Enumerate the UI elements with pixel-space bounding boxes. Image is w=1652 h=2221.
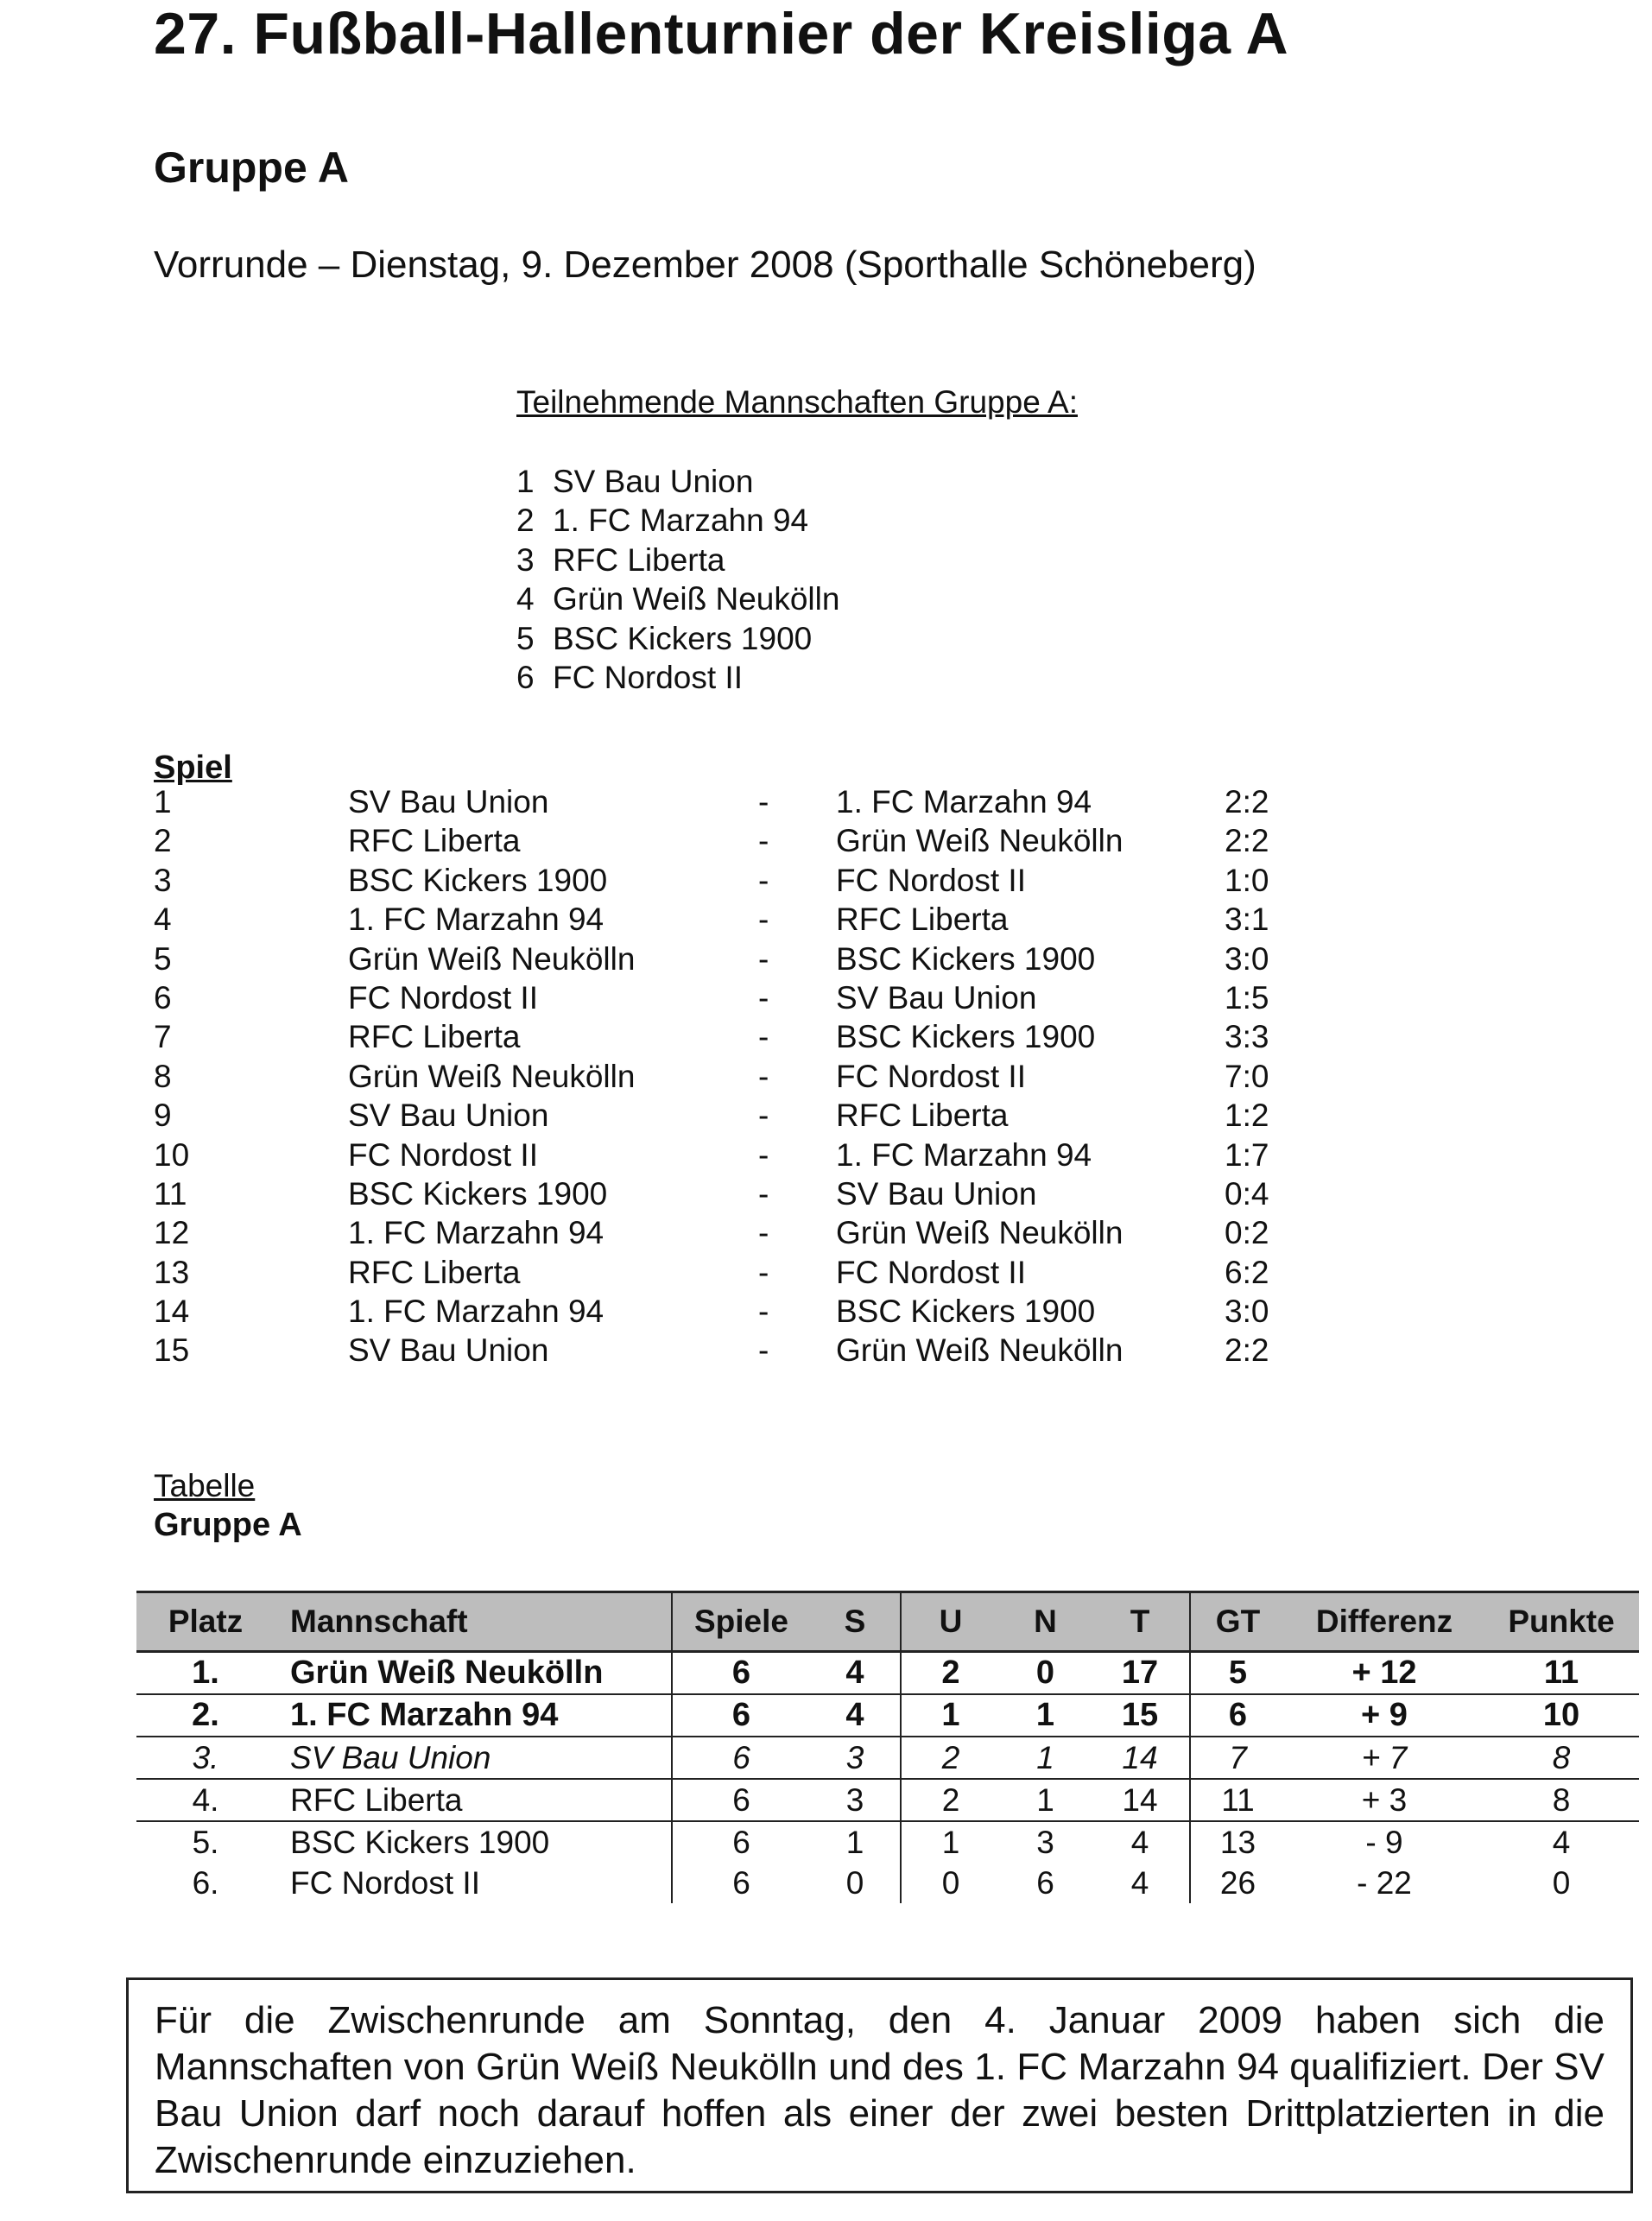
team-name: RFC Liberta: [553, 541, 725, 578]
match-away-team: SV Bau Union: [836, 1175, 1037, 1212]
group-heading: Gruppe A: [154, 143, 349, 192]
standings-cell: 4: [810, 1652, 901, 1695]
match-away-team: 1. FC Marzahn 94: [836, 1136, 1092, 1173]
standings-cell: - 22: [1357, 1864, 1412, 1901]
match-away-team: FC Nordost II: [836, 1254, 1026, 1290]
standings-cell: 14: [1091, 1779, 1190, 1821]
match-number: 9: [154, 1098, 172, 1134]
standings-header-cell: S: [810, 1592, 901, 1652]
match-score: 3:1: [1225, 902, 1269, 938]
standings-cell: 11: [1190, 1779, 1285, 1821]
team-name: Grün Weiß Neukölln: [553, 581, 840, 617]
match-score: 0:2: [1225, 1215, 1269, 1251]
standings-header-cell: GT: [1190, 1592, 1285, 1652]
team-number: 3: [516, 541, 535, 578]
standings-cell: 5.: [192, 1824, 219, 1860]
standings-cell: 4: [1130, 1864, 1149, 1901]
match-away-team: RFC Liberta: [836, 1098, 1009, 1134]
match-away-team: FC Nordost II: [836, 1058, 1026, 1094]
match-score: 1:5: [1225, 979, 1269, 1016]
match-row: [154, 1294, 1276, 1332]
match-score: 1:2: [1225, 1098, 1269, 1134]
match-number: 6: [154, 979, 172, 1016]
standings-cell: 1: [1000, 1779, 1091, 1821]
match-away-team: BSC Kickers 1900: [836, 940, 1096, 977]
team-number: 1: [516, 464, 535, 499]
standings-header-cell: Platz: [136, 1592, 275, 1652]
team-name: 1. FC Marzahn 94: [553, 503, 809, 539]
standings-row: [136, 1652, 1639, 1695]
match-home-team: BSC Kickers 1900: [348, 862, 608, 898]
match-home-team: FC Nordost II: [348, 1136, 538, 1173]
standings-cell: 6.: [192, 1864, 219, 1901]
standings-cell: 7: [1190, 1737, 1285, 1779]
matches-heading: Spiel: [154, 750, 232, 786]
standings-header-cell: Spiele: [672, 1592, 810, 1652]
standings-cell: 3.: [136, 1737, 275, 1779]
standings-header-cell: U: [901, 1592, 1000, 1652]
standings-cell: 6: [672, 1737, 810, 1779]
standings-cell: 4: [1130, 1824, 1149, 1860]
match-row: [154, 863, 1276, 902]
match-separator: -: [758, 1254, 769, 1290]
standings-cell: 2: [901, 1652, 1000, 1695]
team-list-item: [516, 501, 839, 540]
standings-cell: 6: [1190, 1694, 1285, 1737]
match-number: 8: [154, 1058, 172, 1094]
standings-cell: RFC Liberta: [275, 1779, 672, 1821]
standings-cell: 1: [845, 1824, 864, 1860]
standings-cell: 13: [1190, 1821, 1285, 1863]
match-home-team: SV Bau Union: [348, 1098, 549, 1134]
match-score: 2:2: [1225, 784, 1269, 819]
standings-cell: + 12: [1285, 1652, 1484, 1695]
match-number: 11: [154, 1175, 187, 1212]
match-row: [154, 1137, 1276, 1176]
standings-cell: 6: [672, 1863, 810, 1903]
match-separator: -: [758, 862, 769, 898]
match-separator: -: [758, 784, 769, 819]
standings-cell: 15: [1091, 1694, 1190, 1737]
match-number: 1: [154, 784, 172, 819]
match-score: 3:0: [1225, 940, 1269, 977]
standings-cell: 5: [1190, 1652, 1285, 1695]
match-score: 1:0: [1225, 862, 1269, 898]
standings-header-cell: Mannschaft: [275, 1592, 672, 1652]
standings-cell: 6: [672, 1652, 810, 1695]
team-number: 2: [516, 503, 535, 539]
match-score: 2:2: [1225, 823, 1269, 859]
standings-header-cell: T: [1091, 1592, 1190, 1652]
match-number: 15: [154, 1332, 190, 1369]
standings-cell: 6: [672, 1694, 810, 1737]
table-group-heading: Gruppe A: [154, 1507, 302, 1543]
standings-cell: 6: [672, 1779, 810, 1821]
match-away-team: RFC Liberta: [836, 902, 1009, 938]
match-away-team: BSC Kickers 1900: [836, 1019, 1096, 1055]
team-list: [516, 462, 839, 697]
match-home-team: Grün Weiß Neukölln: [348, 940, 636, 977]
standings-row: [136, 1694, 1639, 1737]
standings-cell: 2.: [136, 1694, 275, 1737]
standings-cell: 1: [1000, 1694, 1091, 1737]
match-number: 3: [154, 862, 172, 898]
standings-cell: 1: [901, 1821, 1000, 1863]
standings-cell: 4.: [136, 1779, 275, 1821]
match-home-team: RFC Liberta: [348, 1019, 521, 1055]
standings-row: [136, 1737, 1639, 1779]
match-row: [154, 980, 1276, 1019]
standings-cell: 11: [1484, 1652, 1639, 1695]
standings-row: [136, 1821, 1639, 1863]
match-home-team: 1. FC Marzahn 94: [348, 902, 604, 938]
round-subtitle: Vorrunde – Dienstag, 9. Dezember 2008 (Sporthalle Schöneberg): [154, 244, 1256, 286]
match-number: 10: [154, 1136, 190, 1173]
standings-cell: 4: [1552, 1824, 1571, 1860]
standings-cell: 1: [901, 1694, 1000, 1737]
match-score: 0:4: [1225, 1175, 1269, 1212]
qualification-note: Für die Zwischenrunde am Sonntag, den 4. Januar 2009 haben sich die Mannschaften von Grün Weiß Neukölln und des 1. FC Marzahn 94 qualifiziert. Der SV Bau Union darf noch darauf hoffen als einer der zwei besten Drittplatzierten in die Zwischenrunde einzuziehen.: [126, 1977, 1633, 2193]
match-number: 12: [154, 1215, 190, 1251]
match-home-team: SV Bau Union: [348, 1332, 549, 1369]
match-home-team: FC Nordost II: [348, 979, 538, 1016]
team-list-item: [516, 658, 839, 697]
standings-header-cell: N: [1000, 1592, 1091, 1652]
match-row: [154, 1059, 1276, 1098]
standings-cell: Grün Weiß Neukölln: [275, 1652, 672, 1695]
standings-cell: 2: [901, 1779, 1000, 1821]
match-separator: -: [758, 823, 769, 859]
match-away-team: BSC Kickers 1900: [836, 1294, 1096, 1330]
standings-header-cell: Differenz: [1285, 1592, 1484, 1652]
team-number: 4: [516, 581, 535, 617]
match-separator: -: [758, 1175, 769, 1212]
standings-header-cell: Punkte: [1484, 1592, 1639, 1652]
match-separator: -: [758, 1098, 769, 1134]
standings-row: [136, 1779, 1639, 1821]
match-separator: -: [758, 1019, 769, 1055]
match-separator: -: [758, 1215, 769, 1251]
page-title: 27. Fußball-Hallenturnier der Kreisliga A: [154, 1, 1289, 66]
standings-cell: 3: [1036, 1824, 1054, 1860]
team-list-item: [516, 462, 839, 501]
team-name: BSC Kickers 1900: [553, 620, 813, 656]
match-row: [154, 784, 1276, 823]
match-away-team: FC Nordost II: [836, 862, 1026, 898]
match-away-team: 1. FC Marzahn 94: [836, 784, 1092, 819]
match-number: 13: [154, 1254, 190, 1290]
match-row: [154, 823, 1276, 862]
standings-row: [136, 1863, 1639, 1903]
match-home-team: 1. FC Marzahn 94: [348, 1294, 604, 1330]
match-row: [154, 1332, 1276, 1371]
match-row: [154, 1215, 1276, 1254]
match-separator: -: [758, 902, 769, 938]
standings-cell: 14: [1091, 1737, 1190, 1779]
team-number: 6: [516, 660, 535, 696]
match-score: 6:2: [1225, 1254, 1269, 1290]
standings-cell: 1. FC Marzahn 94: [275, 1694, 672, 1737]
standings-cell: 1: [1000, 1737, 1091, 1779]
standings-cell: FC Nordost II: [290, 1864, 480, 1901]
standings-cell: BSC Kickers 1900: [290, 1824, 550, 1860]
match-home-team: SV Bau Union: [348, 784, 549, 819]
standings-cell: 6: [1036, 1864, 1054, 1901]
standings-cell: 2: [901, 1737, 1000, 1779]
team-name: FC Nordost II: [553, 660, 743, 696]
match-away-team: Grün Weiß Neukölln: [836, 1332, 1123, 1369]
match-home-team: BSC Kickers 1900: [348, 1175, 608, 1212]
match-home-team: Grün Weiß Neukölln: [348, 1058, 636, 1094]
standings-table: [136, 1591, 1639, 1903]
match-row: [154, 1255, 1276, 1294]
match-row: [154, 1019, 1276, 1058]
teams-heading: Teilnehmende Mannschaften Gruppe A:: [516, 384, 1078, 420]
standings-cell: 17: [1091, 1652, 1190, 1695]
match-row: [154, 902, 1276, 940]
standings-cell: + 9: [1285, 1694, 1484, 1737]
standings-cell: - 9: [1365, 1824, 1403, 1860]
match-home-team: RFC Liberta: [348, 823, 521, 859]
standings-cell: 0: [845, 1864, 864, 1901]
standings-cell: 4: [810, 1694, 901, 1737]
match-number: 7: [154, 1019, 172, 1055]
match-separator: -: [758, 1136, 769, 1173]
table-label: Tabelle: [154, 1468, 256, 1503]
match-separator: -: [758, 979, 769, 1016]
match-score: 2:2: [1225, 1332, 1269, 1369]
match-row: [154, 941, 1276, 980]
standings-cell: 0: [901, 1863, 1000, 1903]
team-list-item: [516, 619, 839, 658]
standings-cell: 1.: [136, 1652, 275, 1695]
match-row: [154, 1098, 1276, 1136]
standings-cell: 6: [672, 1821, 810, 1863]
match-score: 7:0: [1225, 1058, 1269, 1094]
standings-cell: 26: [1190, 1863, 1285, 1903]
match-separator: -: [758, 940, 769, 977]
match-number: 4: [154, 902, 172, 938]
match-score: 1:7: [1225, 1136, 1269, 1173]
standings-cell: 0: [1000, 1652, 1091, 1695]
match-away-team: SV Bau Union: [836, 979, 1037, 1016]
team-number: 5: [516, 620, 535, 656]
match-number: 2: [154, 823, 172, 859]
match-number: 14: [154, 1294, 190, 1330]
standings-cell: 0: [1552, 1864, 1571, 1901]
match-separator: -: [758, 1332, 769, 1369]
match-score: 3:3: [1225, 1019, 1269, 1055]
standings-cell: 3: [810, 1779, 901, 1821]
team-list-item: [516, 579, 839, 618]
team-list-item: [516, 541, 839, 579]
standings-cell: + 3: [1285, 1779, 1484, 1821]
match-score: 3:0: [1225, 1294, 1269, 1330]
standings-cell: 10: [1484, 1694, 1639, 1737]
standings-cell: 8: [1484, 1779, 1639, 1821]
match-home-team: RFC Liberta: [348, 1254, 521, 1290]
match-away-team: Grün Weiß Neukölln: [836, 1215, 1123, 1251]
match-separator: -: [758, 1294, 769, 1330]
standings-cell: + 7: [1285, 1737, 1484, 1779]
team-name: SV Bau Union: [553, 464, 754, 499]
standings-header-row: [136, 1592, 1639, 1652]
standings-cell: 8: [1484, 1737, 1639, 1779]
match-away-team: Grün Weiß Neukölln: [836, 823, 1123, 859]
match-list: [154, 784, 1276, 1372]
match-number: 5: [154, 940, 172, 977]
match-separator: -: [758, 1058, 769, 1094]
match-row: [154, 1176, 1276, 1215]
standings-cell: 3: [810, 1737, 901, 1779]
match-home-team: 1. FC Marzahn 94: [348, 1215, 604, 1251]
standings-cell: SV Bau Union: [275, 1737, 672, 1779]
